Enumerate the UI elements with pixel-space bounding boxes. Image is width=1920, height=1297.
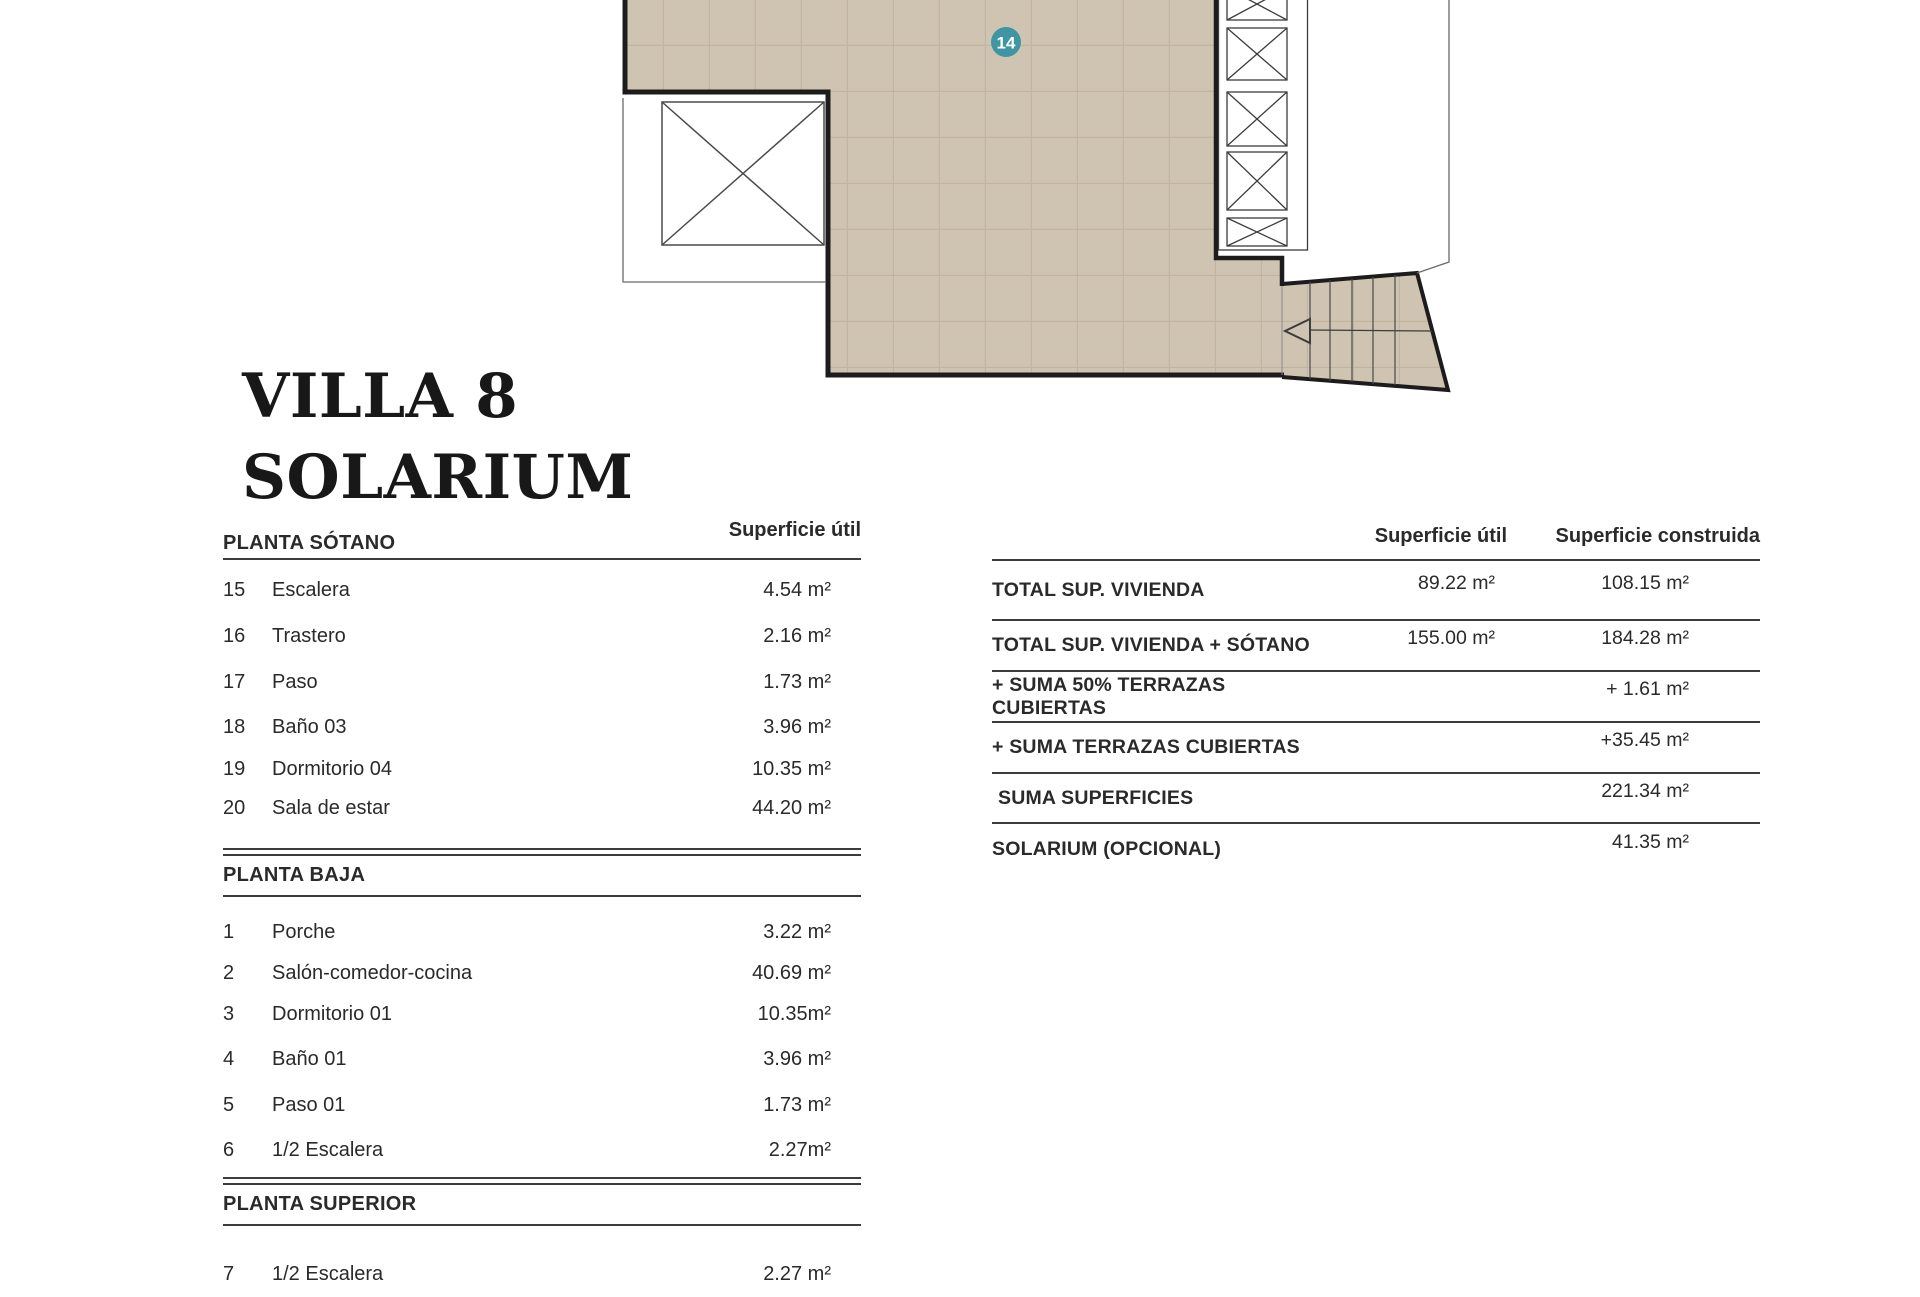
row-value-construida: 221.34 m² [1601,779,1689,802]
totals-row [992,561,1760,621]
row-label: + SUMA TERRAZAS CUBIERTAS [992,736,1300,758]
page-title [242,356,633,518]
table-row [223,750,861,789]
row-value-construida: 184.28 m² [1601,627,1689,649]
section-title-planta-sotano: PLANTA SÓTANO [223,532,396,554]
row-value: 4.54 m² [763,579,831,601]
row-label: Trastero [272,624,346,647]
totals-row [992,672,1760,723]
row-number: 3 [223,1003,235,1025]
totals-header [992,514,1760,561]
row-number: 16 [223,624,246,647]
row-value: 40.69 m² [752,961,831,984]
row-label: Porche [272,920,336,943]
floor-plan [618,0,1463,400]
table-row [223,789,861,827]
row-value: 10.35 m² [752,758,831,780]
row-label: + SUMA 50% TERRAZAS CUBIERTAS [992,673,1226,719]
row-label: Paso 01 [272,1093,346,1116]
row-number: 1 [223,920,235,943]
table-row [223,613,861,659]
row-value-construida: 108.15 m² [1601,571,1689,594]
zone-marker-label: 14 [996,33,1016,53]
pergola-louver-strip [1219,0,1308,250]
row-label: 1/2 Escalera [272,1263,384,1285]
row-value: 3.96 m² [763,716,831,738]
table-row [223,1082,861,1128]
row-number: 19 [223,758,246,780]
table-header [223,514,861,560]
row-label: Escalera [272,579,350,601]
row-value: 2.27m² [768,1139,831,1161]
totals-row [992,824,1760,874]
section-title-planta-baja: PLANTA BAJA [223,854,861,897]
row-label: TOTAL SUP. VIVIENDA + SÓTANO [992,634,1310,656]
row-number: 5 [223,1093,235,1116]
column-header-superficie-util: Superficie útil [728,519,861,541]
row-label: Sala de estar [272,796,390,819]
row-label: Baño 03 [272,716,347,738]
table-row [223,992,861,1037]
row-value-construida: + 1.61 m² [1606,678,1689,700]
zone-marker-14 [991,27,1021,57]
page-title-line2: SOLARIUM [242,442,634,513]
row-value: 44.20 m² [752,796,831,819]
page-title-line1: VILLA 8 [242,361,519,432]
table-row [223,1037,861,1082]
table-row [223,1128,861,1173]
table-row [223,954,861,992]
totals-row [992,723,1760,774]
right-boundary [1417,0,1449,273]
totals-row [992,621,1760,672]
section-title-planta-superior: PLANTA SUPERIOR [223,1183,861,1226]
row-value: 1.73 m² [763,670,831,693]
row-value-util: 155.00 m² [1407,627,1495,649]
row-label: Dormitorio 04 [272,758,393,780]
row-value: 1.73 m² [763,1093,831,1116]
row-value-construida: 41.35 m² [1612,830,1689,853]
table-row [223,659,861,705]
row-label: Paso [272,670,318,693]
row-label: SOLARIUM (OPCIONAL) [992,837,1222,860]
row-label: TOTAL SUP. VIVIENDA [992,578,1205,601]
table-row [223,568,861,613]
row-label: Salón-comedor-cocina [272,961,473,984]
table-row [223,910,861,954]
row-label: Dormitorio 01 [272,1003,393,1025]
row-label: 1/2 Escalera [272,1139,384,1161]
row-label: SUMA SUPERFICIES [998,786,1194,809]
row-value: 10.35m² [757,1003,831,1025]
row-value: 3.96 m² [763,1048,831,1070]
row-value: 3.22 m² [763,920,831,943]
room-areas-table [223,514,861,1297]
row-number: 4 [223,1048,235,1070]
table-row [223,705,861,750]
column-header-superficie-construida: Superficie construida [1555,525,1760,547]
skylight-cross-box [662,102,824,245]
totals-row [992,774,1760,824]
row-value: 2.16 m² [763,624,831,647]
row-number: 7 [223,1263,235,1285]
row-number: 20 [223,796,246,819]
row-value-util: 89.22 m² [1418,571,1495,594]
totals-table [992,514,1760,874]
table-row [223,1252,861,1297]
row-number: 17 [223,670,246,693]
row-number: 6 [223,1139,235,1161]
row-label: Baño 01 [272,1048,347,1070]
row-number: 2 [223,961,235,984]
row-number: 18 [223,716,246,738]
row-value-construida: +35.45 m² [1600,729,1689,751]
row-value: 2.27 m² [763,1263,831,1285]
column-header-superficie-util: Superficie útil [1374,525,1507,547]
row-number: 15 [223,579,246,601]
